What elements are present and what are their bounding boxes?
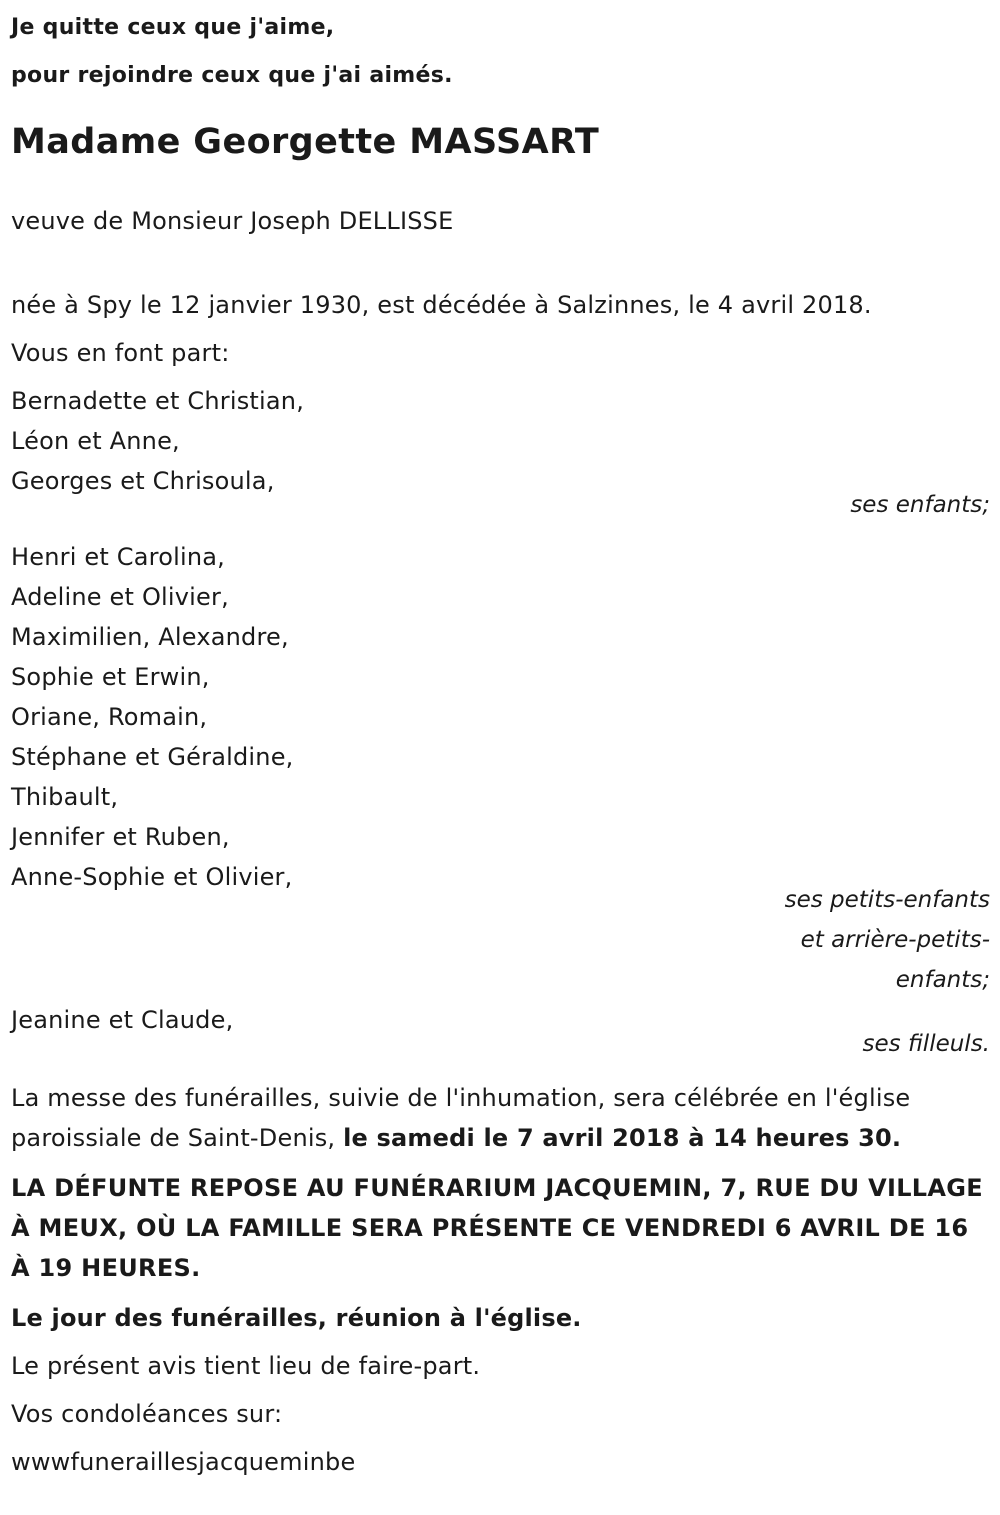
grandchildren-role-line: et arrière-petits- xyxy=(800,927,990,953)
list-item: Henri et Carolina, xyxy=(11,543,225,571)
list-item: Jeanine et Claude, xyxy=(11,1006,234,1034)
mass-info xyxy=(11,1078,990,1158)
grandchildren-role-line: ses petits-enfants xyxy=(784,887,990,913)
obituary-page xyxy=(0,4,1000,1515)
list-item: Maximilien, Alexandre, xyxy=(11,623,289,651)
birth-death-line: née à Spy le 12 janvier 1930, est décédée à Salzinnes, le 4 avril 2018. xyxy=(11,291,872,319)
widow-of: veuve de Monsieur Joseph DELLISSE xyxy=(11,207,454,235)
godchildren-role: ses filleuls. xyxy=(862,1031,990,1057)
grandchildren-list xyxy=(11,537,990,897)
meeting-info: Le jour des funérailles, réunion à l'église. xyxy=(11,1304,582,1332)
deceased-name: Madame Georgette MASSART xyxy=(11,122,600,162)
list-item: Bernadette et Christian, xyxy=(11,387,305,415)
epigraph-line-1: Je quitte ceux que j'aime, xyxy=(11,15,335,40)
epigraph xyxy=(11,4,990,100)
list-item: Thibault, xyxy=(11,783,119,811)
grandchildren-role xyxy=(11,880,990,1000)
list-item: Léon et Anne, xyxy=(11,427,180,455)
list-item: Jennifer et Ruben, xyxy=(11,823,230,851)
condolences-label: Vos condoléances sur: xyxy=(11,1400,283,1428)
mass-date: le samedi le 7 avril 2018 à 14 heures 30. xyxy=(343,1124,902,1152)
list-item: Anne-Sophie et Olivier, xyxy=(11,863,293,891)
list-item: Georges et Chrisoula, xyxy=(11,467,275,495)
list-item: Sophie et Erwin, xyxy=(11,663,210,691)
funerarium-info: LA DÉFUNTE REPOSE AU FUNÉRARIUM JACQUEMIN, 7, RUE DU VILLAGE À MEUX, OÙ LA FAMILLE SERA PRÉSENTE CE VENDREDI 6 AVRIL DE 16 À 19 HEURES. xyxy=(11,1174,983,1282)
list-item: Stéphane et Géraldine, xyxy=(11,743,294,771)
children-role: ses enfants; xyxy=(850,492,990,518)
notice-text: Le présent avis tient lieu de faire-part. xyxy=(11,1352,481,1380)
epigraph-line-2: pour rejoindre ceux que j'ai aimés. xyxy=(11,63,453,88)
children-list xyxy=(11,381,990,501)
announce-label: Vous en font part: xyxy=(11,339,230,367)
website-link[interactable]: wwwfuneraillesjacqueminbe xyxy=(11,1448,356,1476)
grandchildren-role-line: enfants; xyxy=(895,967,990,993)
list-item: Adeline et Olivier, xyxy=(11,583,229,611)
mass-text: La messe des funérailles, suivie de l'inhumation, sera célébrée en l'église paroissiale de Saint-Denis, xyxy=(11,1084,911,1152)
list-item: Oriane, Romain, xyxy=(11,703,208,731)
